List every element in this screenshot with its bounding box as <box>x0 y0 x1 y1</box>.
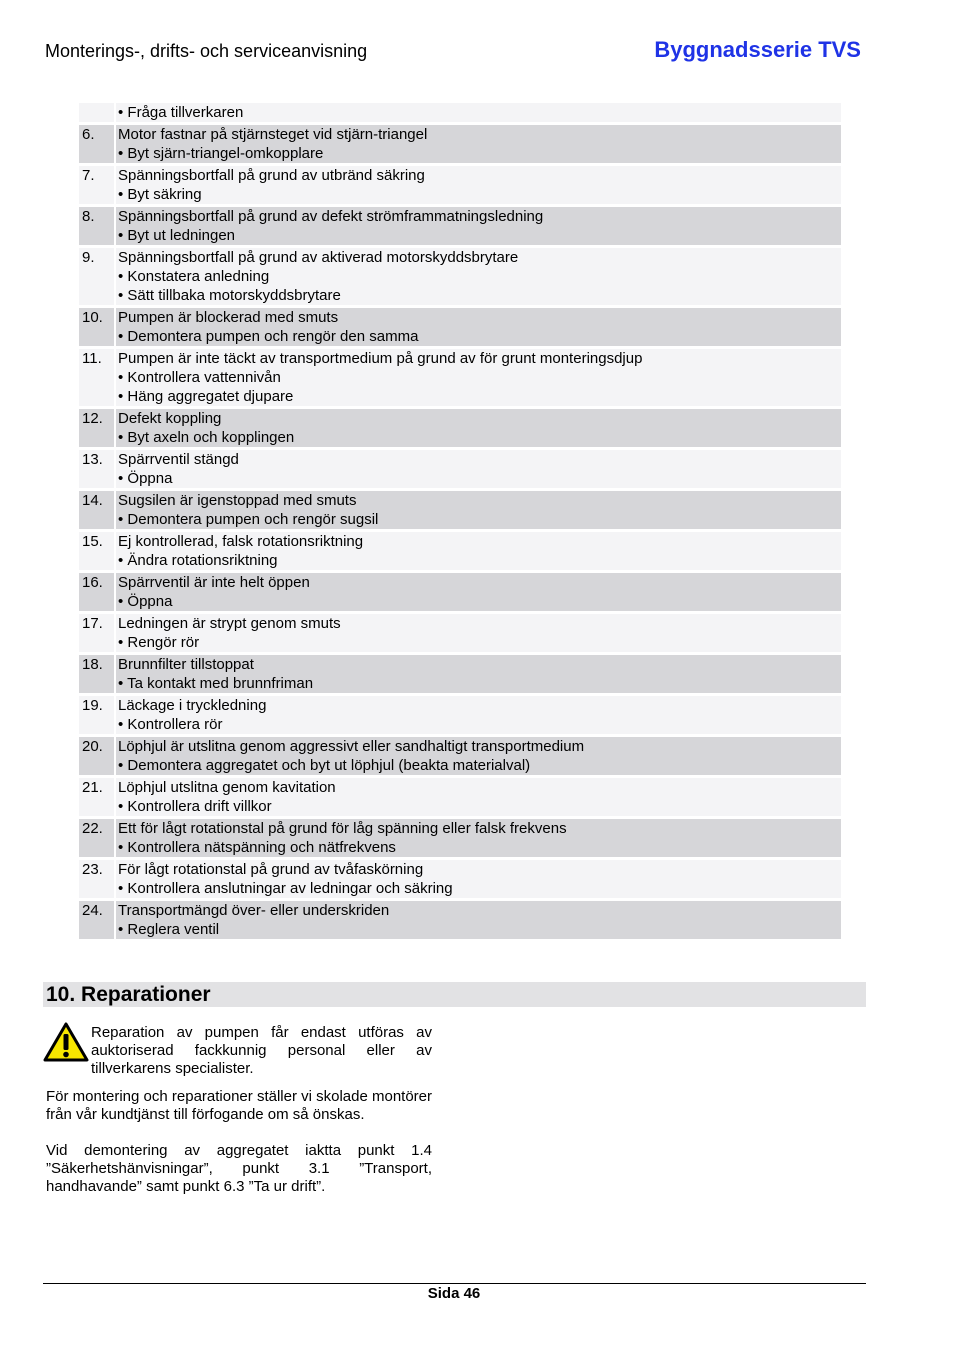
row-number: 20. <box>79 737 114 775</box>
row-content <box>116 655 841 693</box>
fault-description: Brunnfilter tillstoppat <box>118 656 254 673</box>
row-content <box>116 860 841 898</box>
row-content <box>116 491 841 529</box>
fault-description: Ledningen är strypt genom smuts <box>118 615 341 632</box>
row-number: 23. <box>79 860 114 898</box>
remedy-item: • Byt sjärn-triangel-omkopplare <box>118 145 324 162</box>
remedy-item: • Kontrollera vattennivån <box>118 369 281 386</box>
fault-description: Defekt koppling <box>118 410 222 427</box>
troubleshooting-table <box>79 103 841 942</box>
section-title: 10. Reparationer <box>46 983 211 1006</box>
row-number: 19. <box>79 696 114 734</box>
row-number: 11. <box>79 349 114 406</box>
remedy-item: • Kontrollera nätspänning och nätfrekvens <box>118 839 396 856</box>
row-number: 9. <box>79 248 114 305</box>
fault-description: Pumpen är blockerad med smuts <box>118 309 339 326</box>
row-content <box>116 573 841 611</box>
remedy-item: • Häng aggregatet djupare <box>118 388 294 405</box>
row-content <box>116 248 841 305</box>
table-row <box>79 737 841 775</box>
remedy-item: • Reglera ventil <box>118 921 220 938</box>
row-number: 15. <box>79 532 114 570</box>
row-content <box>116 125 841 163</box>
remedy-item: • Fråga tillverkaren <box>118 104 244 121</box>
table-row <box>79 349 841 406</box>
table-row <box>79 860 841 898</box>
row-content <box>116 614 841 652</box>
row-content <box>116 532 841 570</box>
row-content <box>116 166 841 204</box>
remedy-item: • Kontrollera anslutningar av ledningar och säkring <box>118 880 453 897</box>
row-number: 14. <box>79 491 114 529</box>
footer-divider <box>43 1283 866 1284</box>
document-title: Monterings-, drifts- och serviceanvisning <box>45 41 368 61</box>
table-row <box>79 409 841 447</box>
row-content <box>116 778 841 816</box>
row-number: 13. <box>79 450 114 488</box>
paragraph-demontering: Vid demontering av aggregatet iaktta punkt 1.4 ”Säkerhetshänvisningar”, punkt 3.1 ”Transport, handhavande” samt punkt 6.3 ”Ta ur drift”. <box>46 1142 432 1195</box>
table-row <box>79 573 841 611</box>
fault-description: Spänningsbortfall på grund av defekt strömframmatningsledning <box>118 208 544 225</box>
warning-triangle-icon <box>43 1022 89 1062</box>
remedy-item: • Demontera aggregatet och byt ut löphjul (beakta materialval) <box>118 757 531 774</box>
remedy-item: • Kontrollera rör <box>118 716 223 733</box>
table-row <box>79 166 841 204</box>
fault-description: Spärrventil stängd <box>118 451 239 468</box>
fault-description: Läckage i tryckledning <box>118 697 267 714</box>
remedy-item: • Byt ut ledningen <box>118 227 235 244</box>
table-row <box>79 103 841 122</box>
paragraph-montering: För montering och reparationer ställer vi skolade montörer från vår kundtjänst till förfogande om så önskas. <box>46 1088 433 1123</box>
remedy-item: • Ändra rotationsriktning <box>118 552 278 569</box>
remedy-item: • Byt säkring <box>118 186 202 203</box>
table-row <box>79 655 841 693</box>
remedy-item: • Konstatera anledning <box>118 268 270 285</box>
table-row <box>79 308 841 346</box>
row-content <box>116 901 841 939</box>
fault-description: Pumpen är inte täckt av transportmedium på grund av för grunt monteringsdjup <box>118 350 643 367</box>
fault-description: Motor fastnar på stjärnsteget vid stjärn-triangel <box>118 126 428 143</box>
table-row <box>79 248 841 305</box>
row-content <box>116 308 841 346</box>
row-content <box>116 103 841 122</box>
row-number: 10. <box>79 308 114 346</box>
row-content <box>116 696 841 734</box>
row-number: 8. <box>79 207 114 245</box>
remedy-item: • Öppna <box>118 593 173 610</box>
table-row <box>79 532 841 570</box>
row-number: 17. <box>79 614 114 652</box>
table-row <box>79 450 841 488</box>
row-content <box>116 409 841 447</box>
fault-description: För lågt rotationstal på grund av tvåfaskörning <box>118 861 424 878</box>
row-number: 6. <box>79 125 114 163</box>
row-number: 16. <box>79 573 114 611</box>
fault-description: Transportmängd över- eller underskriden <box>118 902 390 919</box>
row-number: 7. <box>79 166 114 204</box>
row-number: 12. <box>79 409 114 447</box>
fault-description: Spänningsbortfall på grund av utbränd säkring <box>118 167 425 184</box>
fault-description: Ej kontrollerad, falsk rotationsriktning <box>118 533 364 550</box>
table-row <box>79 207 841 245</box>
table-row <box>79 819 841 857</box>
fault-description: Sugsilen är igenstoppad med smuts <box>118 492 357 509</box>
fault-description: Spänningsbortfall på grund av aktiverad motorskyddsbrytare <box>118 249 519 266</box>
remedy-item: • Öppna <box>118 470 173 487</box>
row-number <box>79 103 114 122</box>
row-number: 18. <box>79 655 114 693</box>
remedy-item: • Kontrollera drift villkor <box>118 798 272 815</box>
remedy-item: • Demontera pumpen och rengör den samma <box>118 328 419 345</box>
row-content <box>116 349 841 406</box>
row-content <box>116 207 841 245</box>
row-content <box>116 450 841 488</box>
table-row <box>79 778 841 816</box>
remedy-item: • Demontera pumpen och rengör sugsil <box>118 511 379 528</box>
row-number: 21. <box>79 778 114 816</box>
remedy-item: • Rengör rör <box>118 634 200 651</box>
table-row <box>79 901 841 939</box>
fault-description: Löphjul utslitna genom kavitation <box>118 779 336 796</box>
row-number: 22. <box>79 819 114 857</box>
row-number: 24. <box>79 901 114 939</box>
fault-description: Löphjul är utslitna genom aggressivt eller sandhaltigt transportmedium <box>118 738 585 755</box>
table-row <box>79 614 841 652</box>
remedy-item: • Sätt tillbaka motorskyddsbrytare <box>118 287 341 304</box>
series-title: Byggnadsserie TVS <box>654 37 861 62</box>
remedy-item: • Ta kontakt med brunnfriman <box>118 675 314 692</box>
remedy-item: • Byt axeln och kopplingen <box>118 429 295 446</box>
warning-text: Reparation av pumpen får endast utföras av auktoriserad fackkunnig personal eller av tillverkarens specialister. <box>91 1024 432 1077</box>
table-row <box>79 125 841 163</box>
row-content <box>116 737 841 775</box>
fault-description: Ett för lågt rotationstal på grund för låg spänning eller falsk frekvens <box>118 820 567 837</box>
page-number: Sida 46 <box>427 1285 481 1302</box>
table-row <box>79 491 841 529</box>
row-content <box>116 819 841 857</box>
fault-description: Spärrventil är inte helt öppen <box>118 574 310 591</box>
table-row <box>79 696 841 734</box>
